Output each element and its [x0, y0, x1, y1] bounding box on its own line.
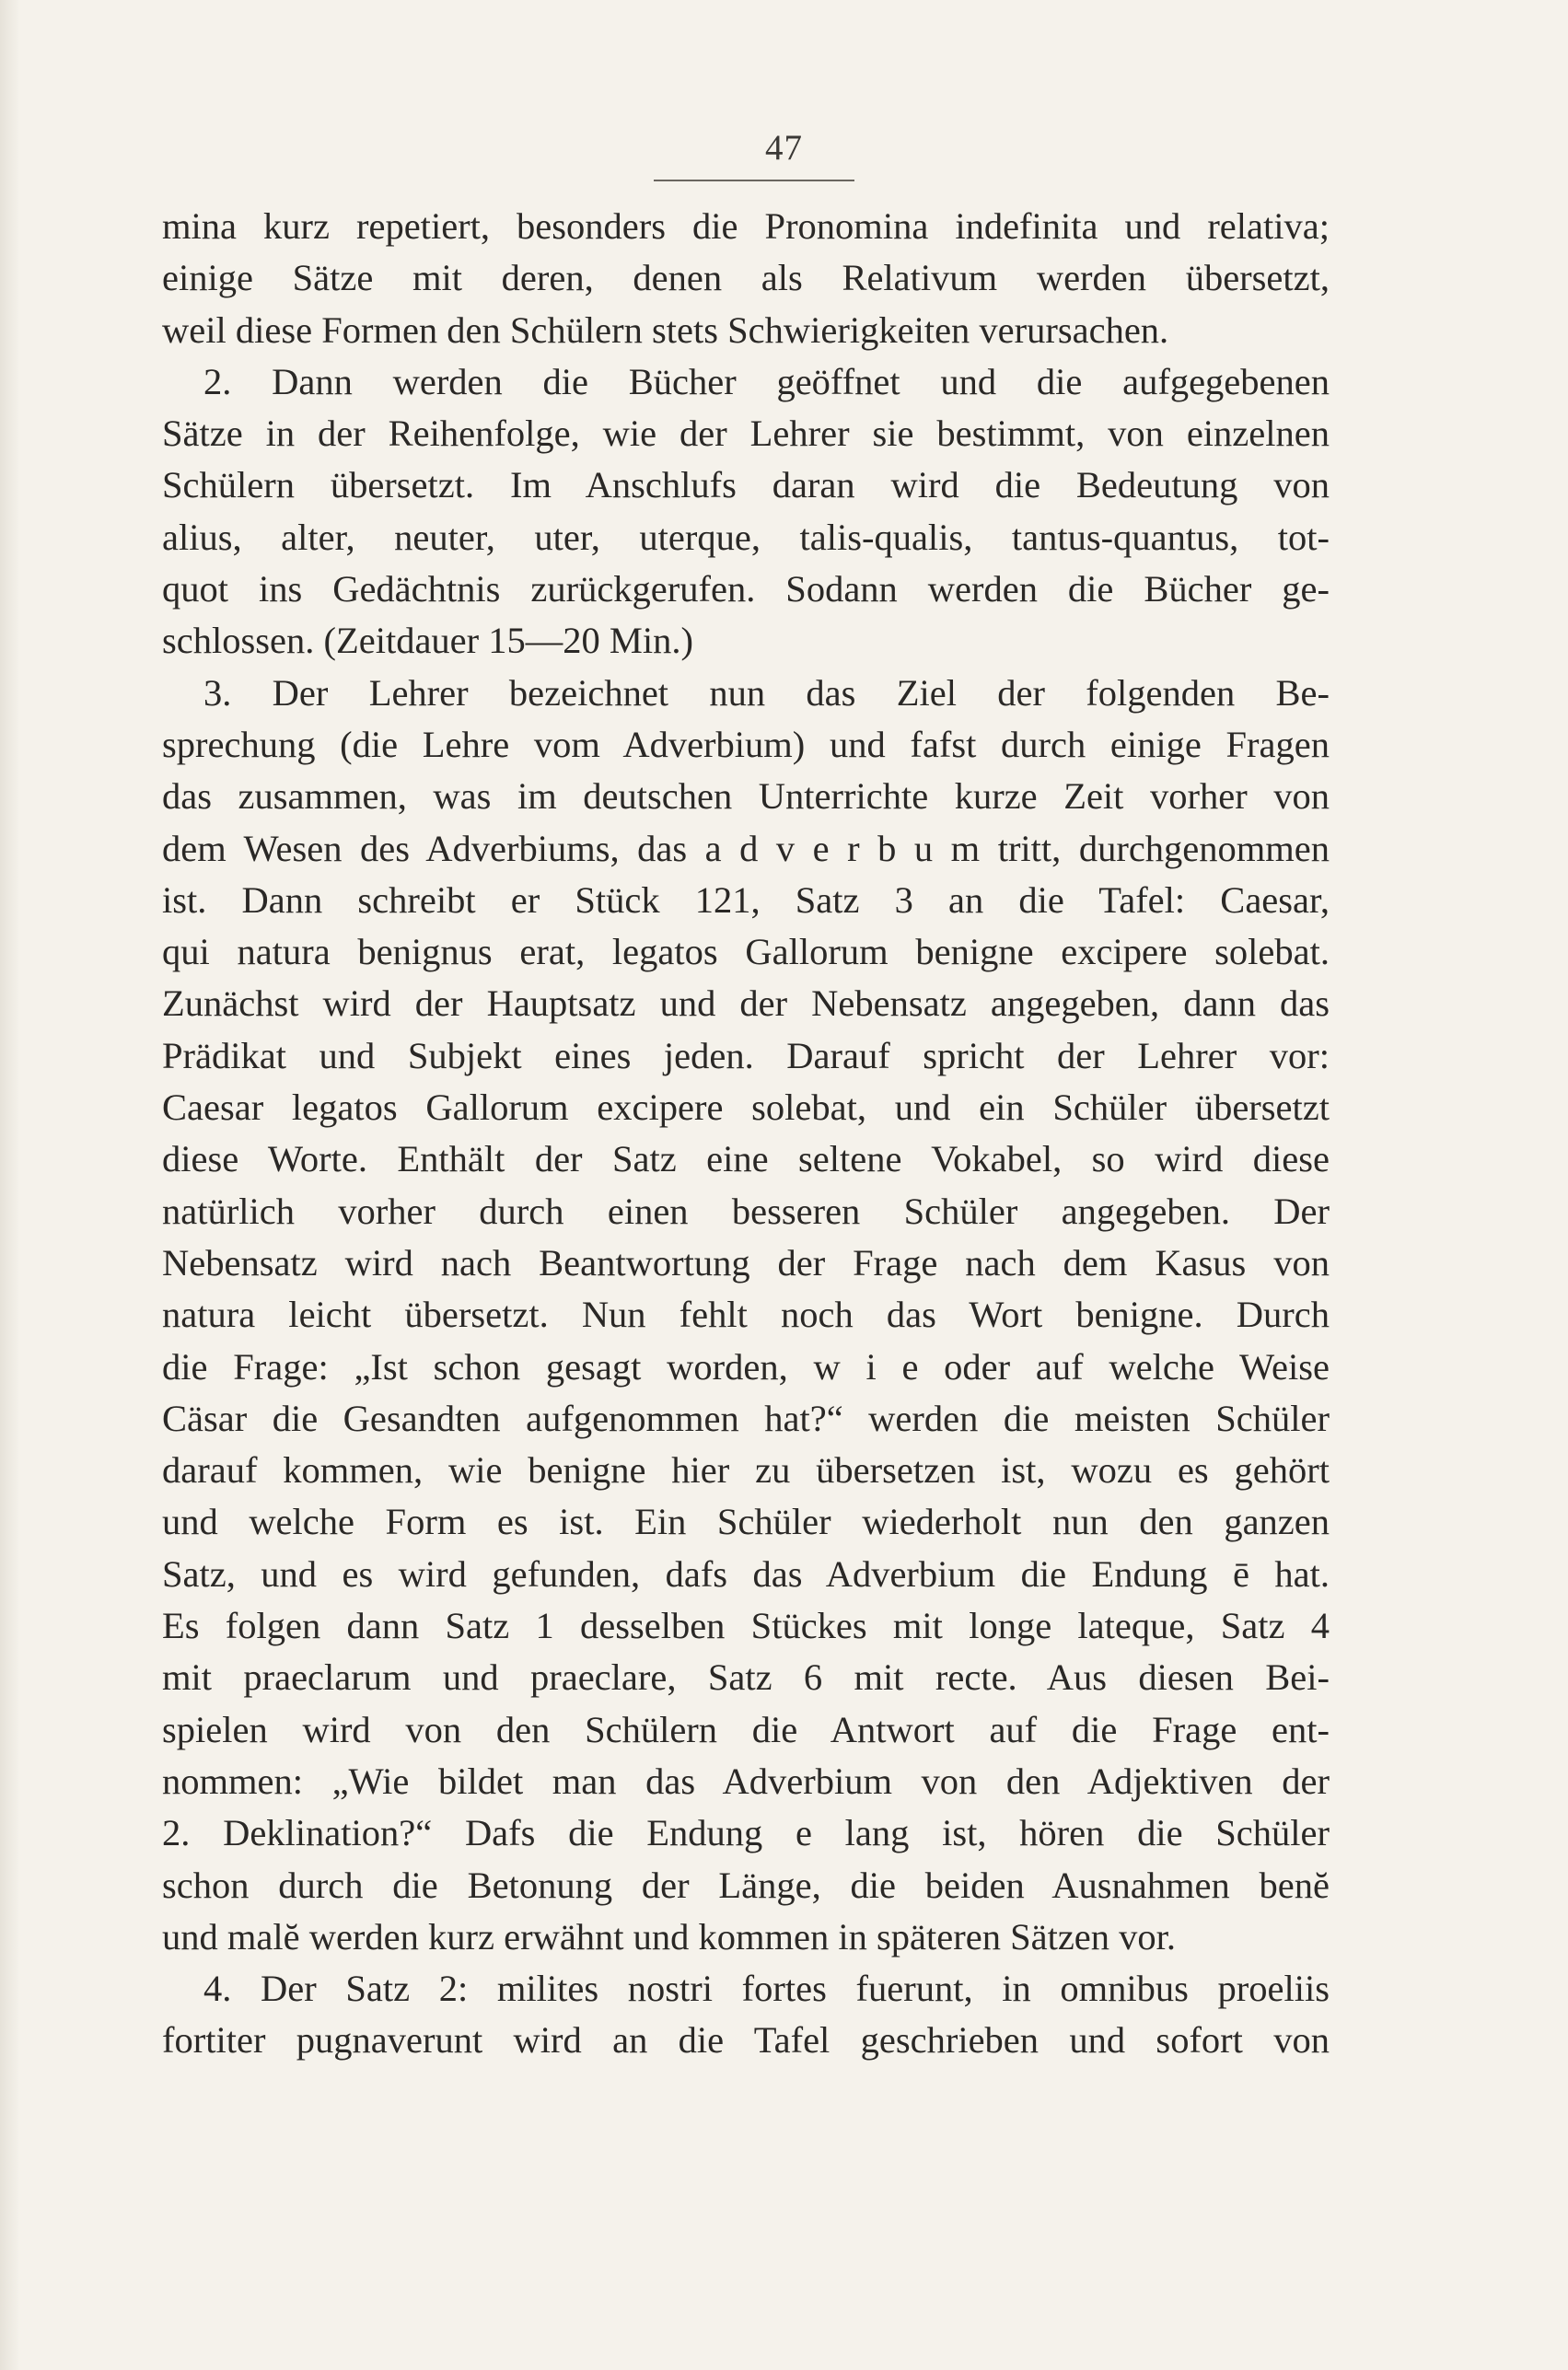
- text-line: natura leicht übersetzt. Nun fehlt noch das Wort benigne. Durch: [162, 1294, 1330, 1336]
- text-line: Satz, und es wird gefunden, dafs das Adverbium die Endung ē hat.: [162, 1552, 1330, 1595]
- text-line: ist. Dann schreibt er Stück 121, Satz 3 an die Tafel: Caesar,: [162, 878, 1330, 921]
- text-line: 3. Der Lehrer bezeichnet nun das Ziel der folgenden Be-: [203, 671, 1330, 714]
- text-line: fortiter pugnaverunt wird an die Tafel geschrieben und sofort von: [162, 2019, 1330, 2062]
- text-line: das zusammen, was im deutschen Unterrichte kurze Zeit vorher von: [162, 775, 1330, 818]
- page-edge-shadow: [0, 0, 20, 2370]
- text-line: mina kurz repetiert, besonders die Pronomina indefinita und relativa;: [162, 205, 1330, 247]
- text-line: nommen: „Wie bildet man das Adverbium von den Adjektiven der: [162, 1760, 1330, 1802]
- text-line: Caesar legatos Gallorum excipere solebat, und ein Schüler übersetzt: [162, 1086, 1330, 1129]
- page-number-rule: [654, 180, 854, 181]
- text-line: diese Worte. Enthält der Satz eine seltene Vokabel, so wird diese: [162, 1138, 1330, 1180]
- text-line: darauf kommen, wie benigne hier zu übersetzen ist, wozu es gehört: [162, 1449, 1330, 1492]
- text-line: 4. Der Satz 2: milites nostri fortes fuerunt, in omnibus proeliis: [203, 1968, 1330, 2010]
- text-line: weil diese Formen den Schülern stets Schwierigkeiten verursachen.: [162, 308, 1169, 351]
- text-line: Nebensatz wird nach Beantwortung der Frage nach dem Kasus von: [162, 1241, 1330, 1284]
- text-line: Es folgen dann Satz 1 desselben Stückes mit longe lateque, Satz 4: [162, 1605, 1330, 1647]
- text-line: 2. Dann werden die Bücher geöffnet und die aufgegebenen: [203, 360, 1330, 402]
- text-line: dem Wesen des Adverbiums, das a d v e r b u m tritt, durchgenommen: [162, 827, 1330, 869]
- text-line: und malĕ werden kurz erwähnt und kommen in späteren Sätzen vor.: [162, 1915, 1177, 1958]
- text-line: spielen wird von den Schülern die Antwort auf die Frage ent-: [162, 1708, 1330, 1750]
- text-line: und welche Form es ist. Ein Schüler wiederholt nun den ganzen: [162, 1501, 1330, 1543]
- text-line: alius, alter, neuter, uter, uterque, talis-qualis, tantus-quantus, tot-: [162, 516, 1330, 558]
- text-line: einige Sätze mit deren, denen als Relativum werden übersetzt,: [162, 257, 1330, 299]
- text-line: natürlich vorher durch einen besseren Schüler angegeben. Der: [162, 1190, 1330, 1232]
- text-line: Sätze in der Reihenfolge, wie der Lehrer sie bestimmt, von einzelnen: [162, 412, 1330, 455]
- text-line: quot ins Gedächtnis zurückgerufen. Sodann werden die Bücher ge-: [162, 568, 1330, 610]
- text-line: mit praeclarum und praeclare, Satz 6 mit recte. Aus diesen Bei-: [162, 1656, 1330, 1699]
- text-line: schon durch die Betonung der Länge, die beiden Ausnahmen benĕ: [162, 1864, 1330, 1906]
- text-line: Schülern übersetzt. Im Anschlufs daran wird die Bedeutung von: [162, 464, 1330, 506]
- text-line: die Frage: „Ist schon gesagt worden, w i e oder auf welche Weise: [162, 1345, 1330, 1388]
- body-text: [162, 201, 1330, 2067]
- text-line: Cäsar die Gesandten aufgenommen hat?“ werden die meisten Schüler: [162, 1397, 1330, 1439]
- text-line: qui natura benignus erat, legatos Gallorum benigne excipere solebat.: [162, 931, 1330, 973]
- text-line: Zunächst wird der Hauptsatz und der Nebensatz angegeben, dann das: [162, 982, 1330, 1025]
- page-number: 47: [765, 128, 803, 168]
- text-line: 2. Deklination?“ Dafs die Endung e lang ist, hören die Schüler: [162, 1812, 1330, 1854]
- text-line: schlossen. (Zeitdauer 15—20 Min.): [162, 620, 694, 662]
- text-line: sprechung (die Lehre vom Adverbium) und fafst durch einige Fragen: [162, 723, 1330, 765]
- text-line: Prädikat und Subjekt eines jeden. Darauf spricht der Lehrer vor:: [162, 1034, 1330, 1076]
